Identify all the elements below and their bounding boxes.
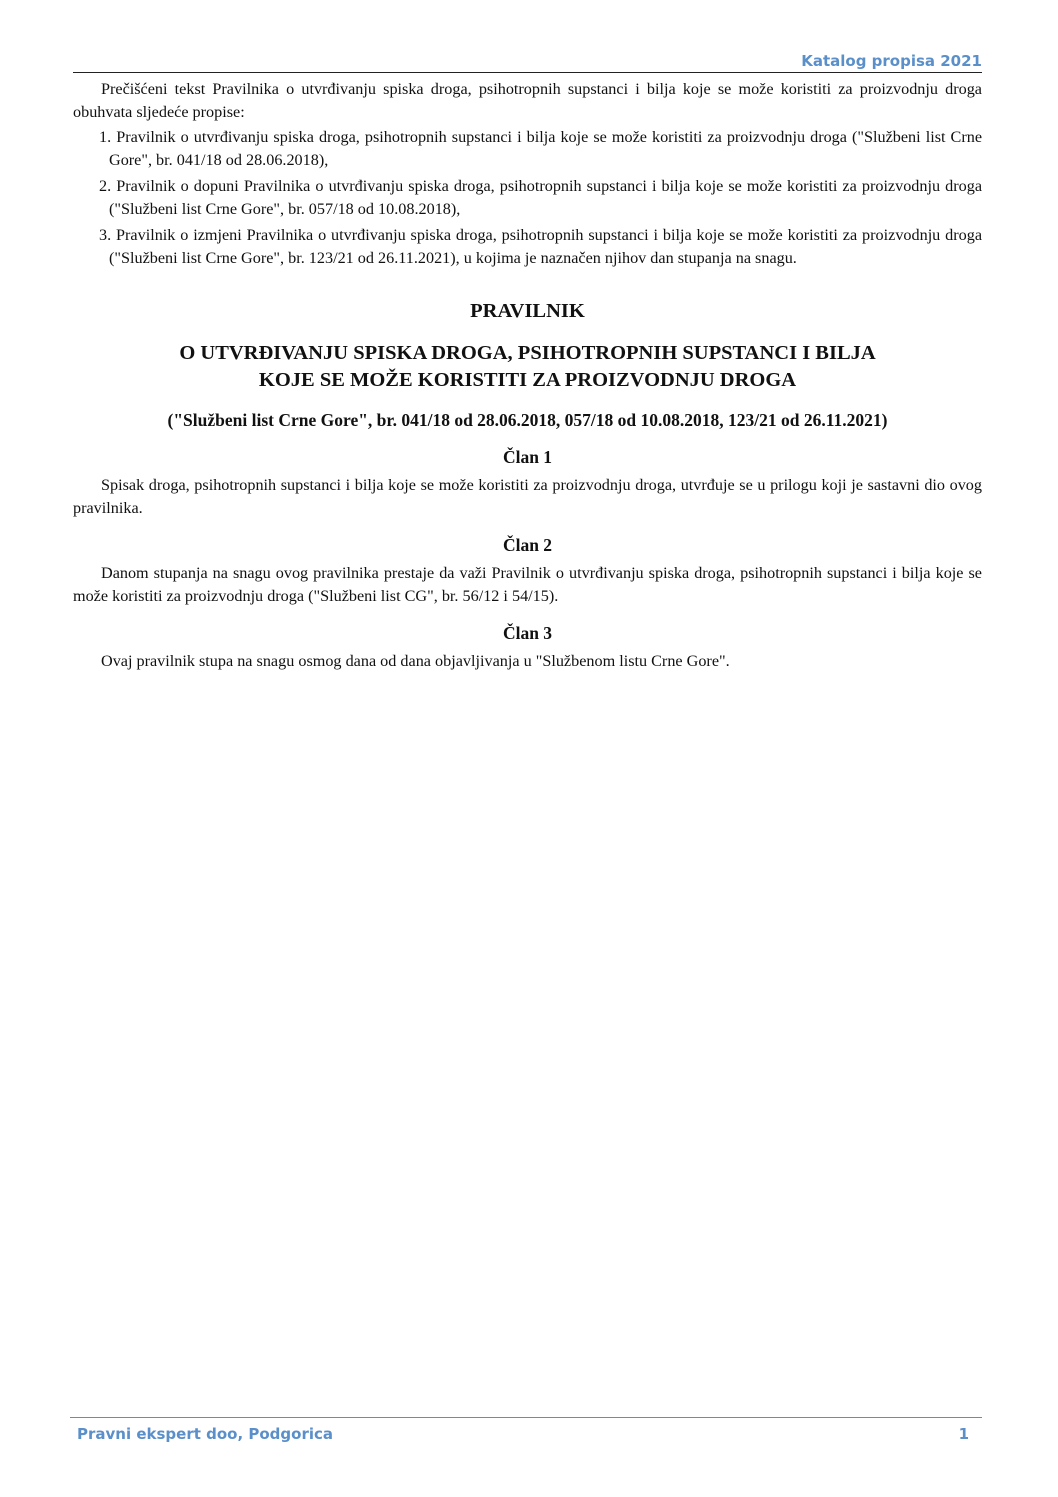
- list-item-number: 2.: [99, 177, 112, 195]
- article-1-heading: Član 1: [502, 447, 553, 467]
- footer-divider: [70, 1417, 982, 1418]
- list-item: [73, 175, 982, 221]
- article-3-text: Ovaj pravilnik stupa na snagu osmog dana od dana objavljivanja u "Službenom listu Crne Gore".: [101, 652, 730, 670]
- article-2-text: Danom stupanja na snagu ovog pravilnika prestaje da važi Pravilnik o utvrđivanju spiska droga, psihotropnih supstanci i bilja koje se može koristiti za proizvodnju droga ("Službeni list CG", br. 56/12 i 54/15).: [73, 564, 982, 605]
- amendment-list: [73, 126, 982, 270]
- article-2-heading: Član 2: [502, 535, 553, 555]
- gazette-reference: ("Službeni list Crne Gore", br. 041/18 od 28.06.2018, 057/18 od 10.08.2018, 123/21 od 26.11.2021): [167, 410, 888, 430]
- article-1-text: Spisak droga, psihotropnih supstanci i bilja koje se može koristiti za proizvodnju droga, utvrđuje se u prilogu koji je sastavni dio ovog pravilnika.: [73, 476, 982, 517]
- footer-publisher: Pravni ekspert doo, Podgorica: [77, 1425, 334, 1443]
- document-body: [73, 78, 982, 673]
- list-item-text: Pravilnik o dopuni Pravilnika o utvrđivanju spiska droga, psihotropnih supstanci i bilja koje se može koristiti za proizvodnju droga ("Službeni list Crne Gore", br. 057/18 od 10.08.2018),: [109, 177, 983, 218]
- article-3-heading: Član 3: [502, 623, 553, 643]
- list-item: [73, 126, 982, 172]
- header-divider: [73, 72, 982, 73]
- document-title: PRAVILNIK: [470, 300, 585, 322]
- catalog-title: Katalog propisa 2021: [801, 52, 982, 70]
- intro-paragraph: Prečišćeni tekst Pravilnika o utvrđivanju spiska droga, psihotropnih supstanci i bilja koje se može koristiti za proizvodnju droga obuhvata sljedeće propise:: [73, 80, 982, 121]
- document-subtitle-line-1: O UTVRĐIVANJU SPISKA DROGA, PSIHOTROPNIH SUPSTANCI I BILJA: [179, 342, 876, 364]
- page-number: 1: [958, 1425, 969, 1443]
- list-item-text: Pravilnik o utvrđivanju spiska droga, psihotropnih supstanci i bilja koje se može koristiti za proizvodnju droga ("Službeni list Crne Gore", br. 041/18 od 28.06.2018),: [109, 128, 983, 169]
- list-item-number: 1.: [99, 128, 112, 146]
- document-subtitle-line-2: KOJE SE MOŽE KORISTITI ZA PROIZVODNJU DROGA: [258, 369, 797, 391]
- list-item-number: 3.: [99, 226, 112, 244]
- list-item-text: Pravilnik o izmjeni Pravilnika o utvrđivanju spiska droga, psihotropnih supstanci i bilja koje se može koristiti za proizvodnju droga ("Službeni list Crne Gore", br. 123/21 od 26.11.2021), u kojima je naznačen njihov dan stupanja na snagu.: [109, 226, 983, 267]
- list-item: [73, 224, 982, 270]
- document-subtitle: [73, 340, 982, 394]
